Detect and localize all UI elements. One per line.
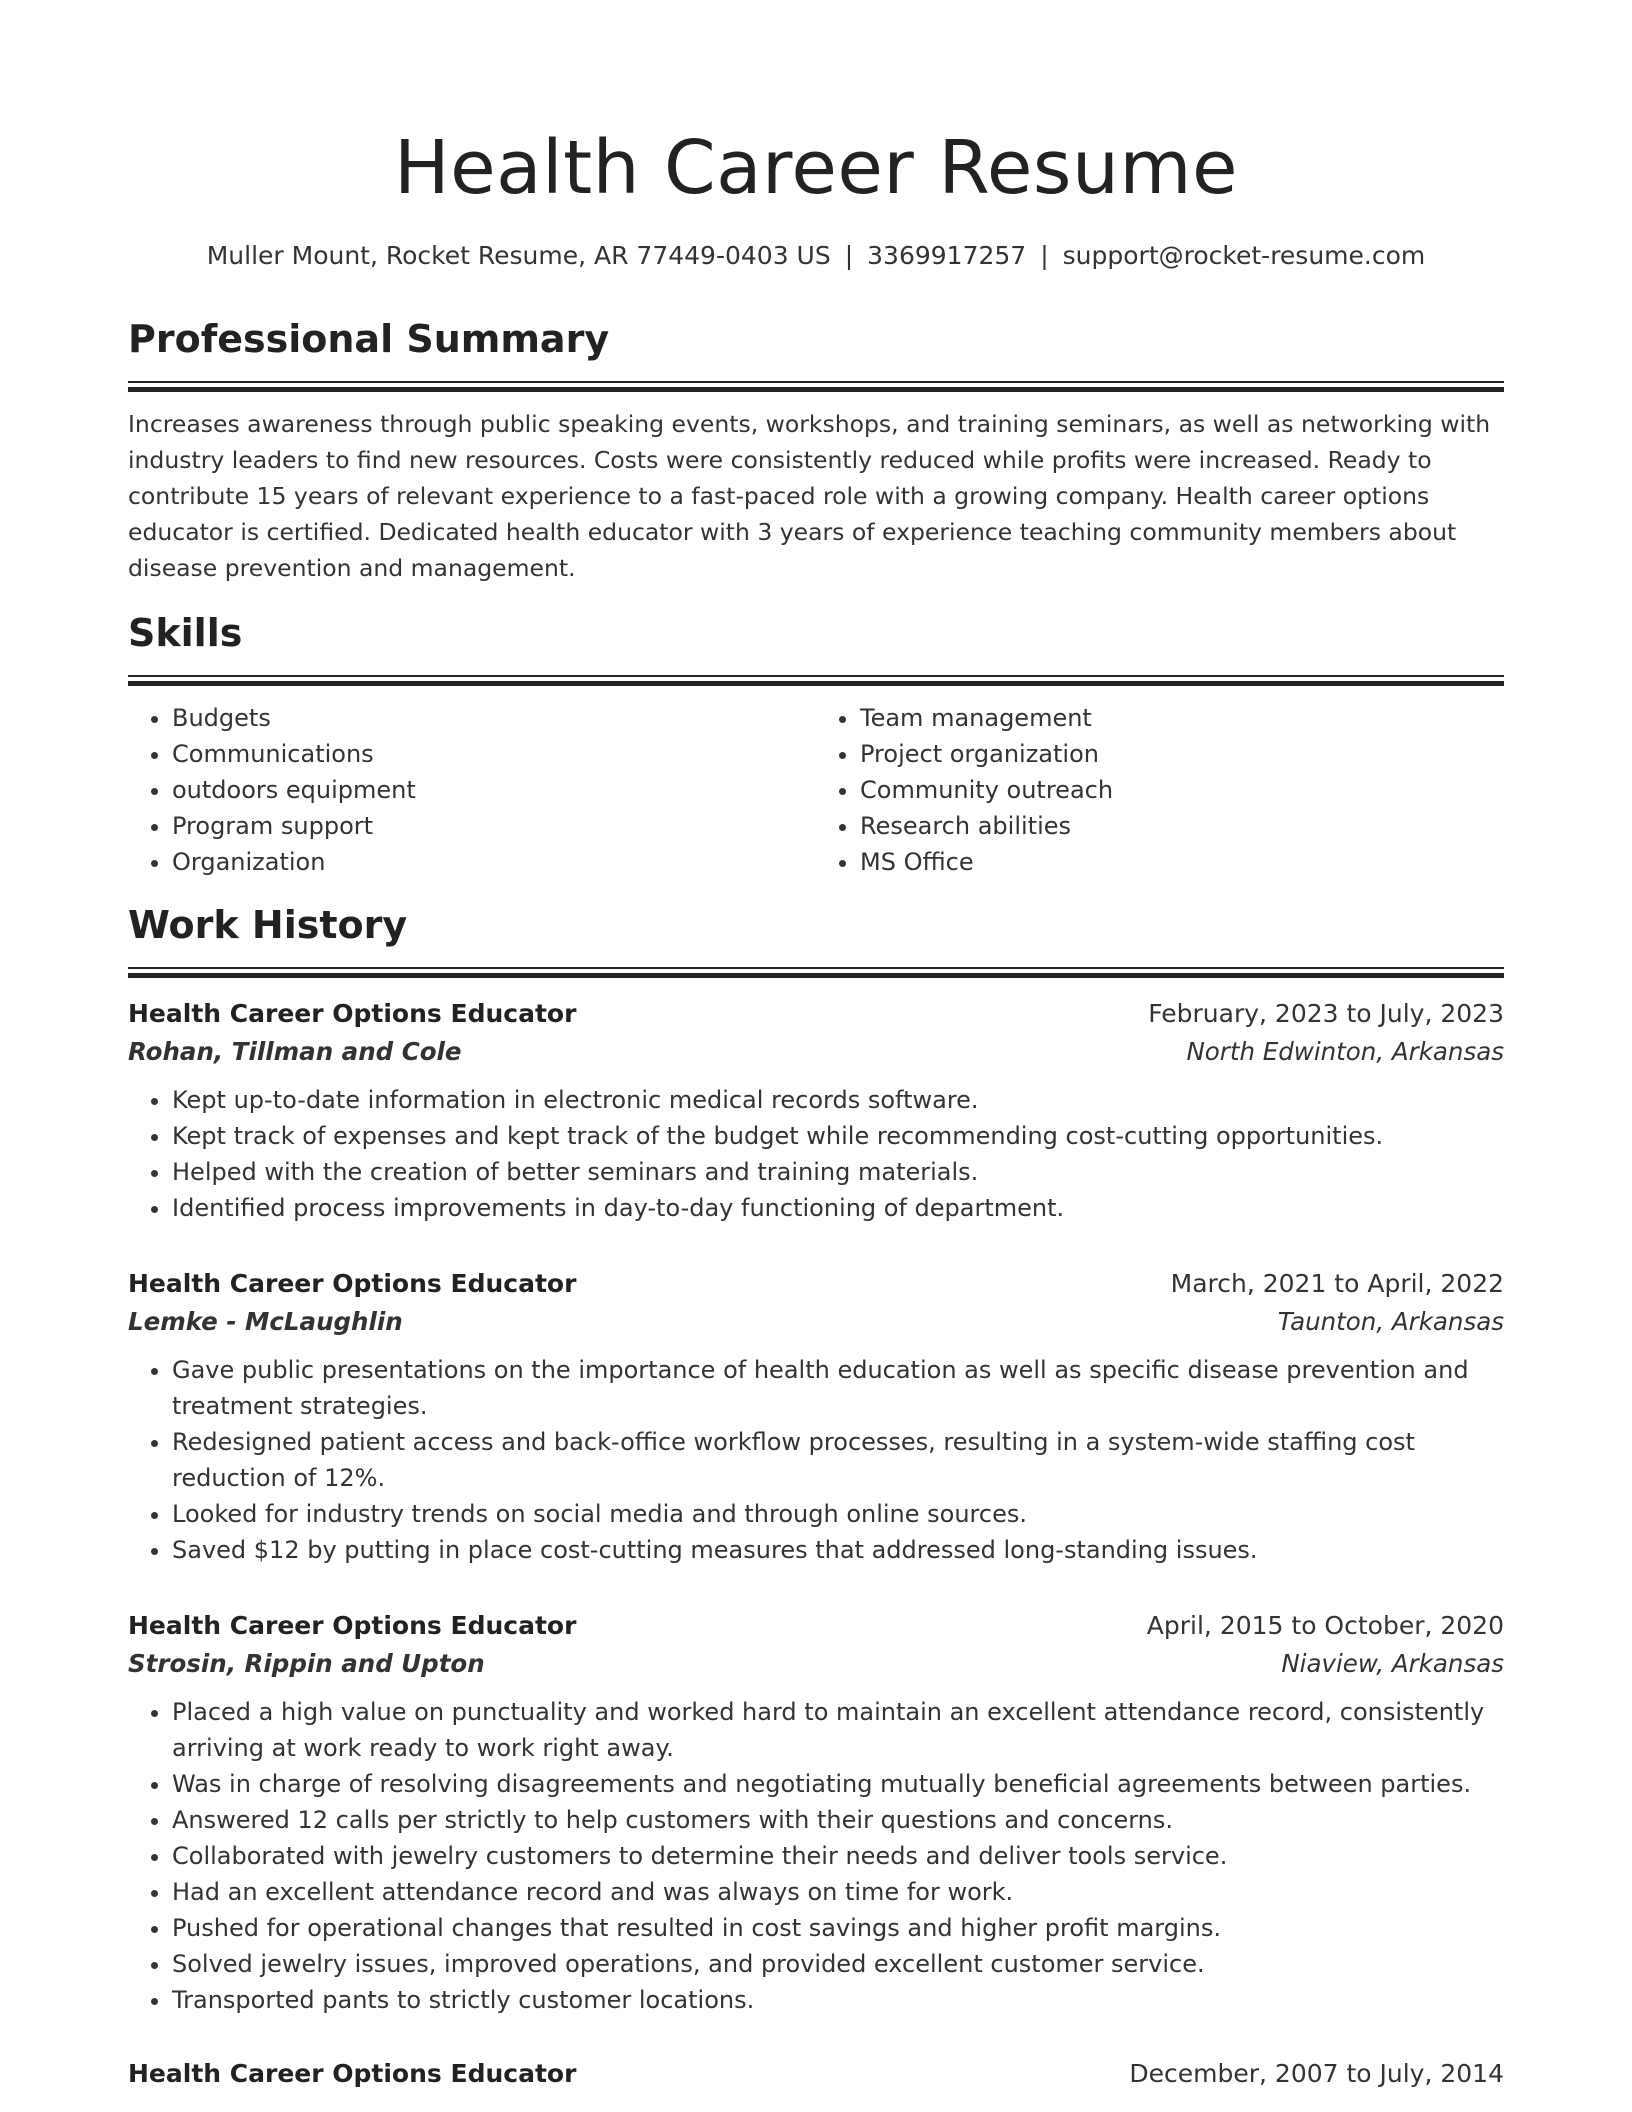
job-title: Health Career Options Educator <box>128 2059 577 2088</box>
list-item: • Placed a high value on punctuality and worked hard to maintain an excellent attendance record, consistently arriving at work ready to work right away. <box>172 1694 1504 1766</box>
job-header <box>128 1266 1504 1302</box>
job-header <box>128 1608 1504 1644</box>
list-item: • Looked for industry trends on social media and through online sources. <box>172 1496 1504 1532</box>
section-rule <box>128 675 1504 686</box>
job-dates: December, 2007 to July, 2014 <box>1129 2059 1504 2088</box>
skill-item: • Project organization <box>860 736 1504 772</box>
skill-item: • outdoors equipment <box>172 772 816 808</box>
list-item: • Gave public presentations on the importance of health education as well as specific disease prevention and treatment strategies. <box>172 1352 1504 1424</box>
job-company: Lemke - McLaughlin <box>128 1307 403 1336</box>
section-rule <box>128 381 1504 392</box>
work-history-section <box>128 900 1504 978</box>
job-company: Rohan, Tillman and Cole <box>128 1037 462 1066</box>
list-item: • Saved $12 by putting in place cost-cutting measures that addressed long-standing issues. <box>172 1532 1504 1568</box>
job-bullets <box>128 1082 1504 1226</box>
contact-line <box>128 238 1504 274</box>
section-title: Skills <box>128 611 243 655</box>
job-entry <box>128 1608 1504 2018</box>
skills-list-left <box>128 700 816 880</box>
job-title: Health Career Options Educator <box>128 1611 577 1640</box>
skill-item: • Community outreach <box>860 772 1504 808</box>
list-item: • Kept up-to-date information in electronic medical records software. <box>172 1082 1504 1118</box>
summary-text: Increases awareness through public speaking events, workshops, and training seminars, as well as networking with industry leaders to find new resources. Costs were consistently reduced while profits were increased. Ready to contribute 15 years of relevant experience to a fast-paced role with a growing company. Health career options educator is certified. Dedicated health educator with 3 years of experience teaching community members about disease prevention and management. <box>128 410 1491 582</box>
list-item: • Helped with the creation of better seminars and training materials. <box>172 1154 1504 1190</box>
job-dates: April, 2015 to October, 2020 <box>1146 1611 1504 1640</box>
job-bullets <box>128 1352 1504 1568</box>
list-item: • Answered 12 calls per strictly to help customers with their questions and concerns. <box>172 1802 1504 1838</box>
job-dates: March, 2021 to April, 2022 <box>1170 1269 1504 1298</box>
skills-list-right <box>816 700 1504 880</box>
list-item: • Kept track of expenses and kept track of the budget while recommending cost-cutting opportunities. <box>172 1118 1504 1154</box>
job-title: Health Career Options Educator <box>128 999 577 1028</box>
job-header <box>128 996 1504 1032</box>
job-subheader <box>128 1644 1504 1684</box>
list-item: • Redesigned patient access and back-office workflow processes, resulting in a system-wide staffing cost reduction of 12%. <box>172 1424 1504 1496</box>
skill-item: • MS Office <box>860 844 1504 880</box>
job-location: North Edwinton, Arkansas <box>1186 1037 1504 1066</box>
skill-item: • Organization <box>172 844 816 880</box>
section-title: Professional Summary <box>128 317 610 361</box>
job-entry <box>128 2056 1504 2092</box>
skill-item: • Program support <box>172 808 816 844</box>
job-header <box>128 2056 1504 2092</box>
separator: | <box>1040 241 1049 270</box>
list-item: • Solved jewelry issues, improved operations, and provided excellent customer service. <box>172 1946 1504 1982</box>
list-item: • Transported pants to strictly customer locations. <box>172 1982 1504 2018</box>
job-subheader <box>128 1032 1504 1072</box>
skills-columns <box>128 700 1504 880</box>
separator: | <box>844 241 854 270</box>
skill-item: • Team management <box>860 700 1504 736</box>
job-subheader <box>128 1302 1504 1342</box>
job-location: Niaview, Arkansas <box>1281 1649 1504 1678</box>
resume-title: Health Career Resume <box>393 125 1239 211</box>
skill-item: • Research abilities <box>860 808 1504 844</box>
list-item: • Was in charge of resolving disagreements and negotiating mutually beneficial agreements between parties. <box>172 1766 1504 1802</box>
phone: 3369917257 <box>867 241 1027 270</box>
job-bullets <box>128 1694 1504 2018</box>
address: Muller Mount, Rocket Resume, AR 77449-0403 US <box>206 241 831 270</box>
skills-section <box>128 608 1504 880</box>
email-link[interactable]: support@rocket-resume.com <box>1062 241 1426 270</box>
section-title: Work History <box>128 903 408 947</box>
job-entry <box>128 996 1504 1226</box>
list-item: • Identified process improvements in day-to-day functioning of department. <box>172 1190 1504 1226</box>
list-item: • Had an excellent attendance record and was always on time for work. <box>172 1874 1504 1910</box>
job-title: Health Career Options Educator <box>128 1269 577 1298</box>
summary-section <box>128 314 1504 586</box>
job-location: Taunton, Arkansas <box>1277 1307 1504 1336</box>
job-company: Strosin, Rippin and Upton <box>128 1649 485 1678</box>
skill-item: • Budgets <box>172 700 816 736</box>
section-rule <box>128 967 1504 978</box>
list-item: • Collaborated with jewelry customers to determine their needs and deliver tools service. <box>172 1838 1504 1874</box>
job-entry <box>128 1266 1504 1568</box>
job-dates: February, 2023 to July, 2023 <box>1148 999 1504 1028</box>
skill-item: • Communications <box>172 736 816 772</box>
list-item: • Pushed for operational changes that resulted in cost savings and higher profit margins. <box>172 1910 1504 1946</box>
